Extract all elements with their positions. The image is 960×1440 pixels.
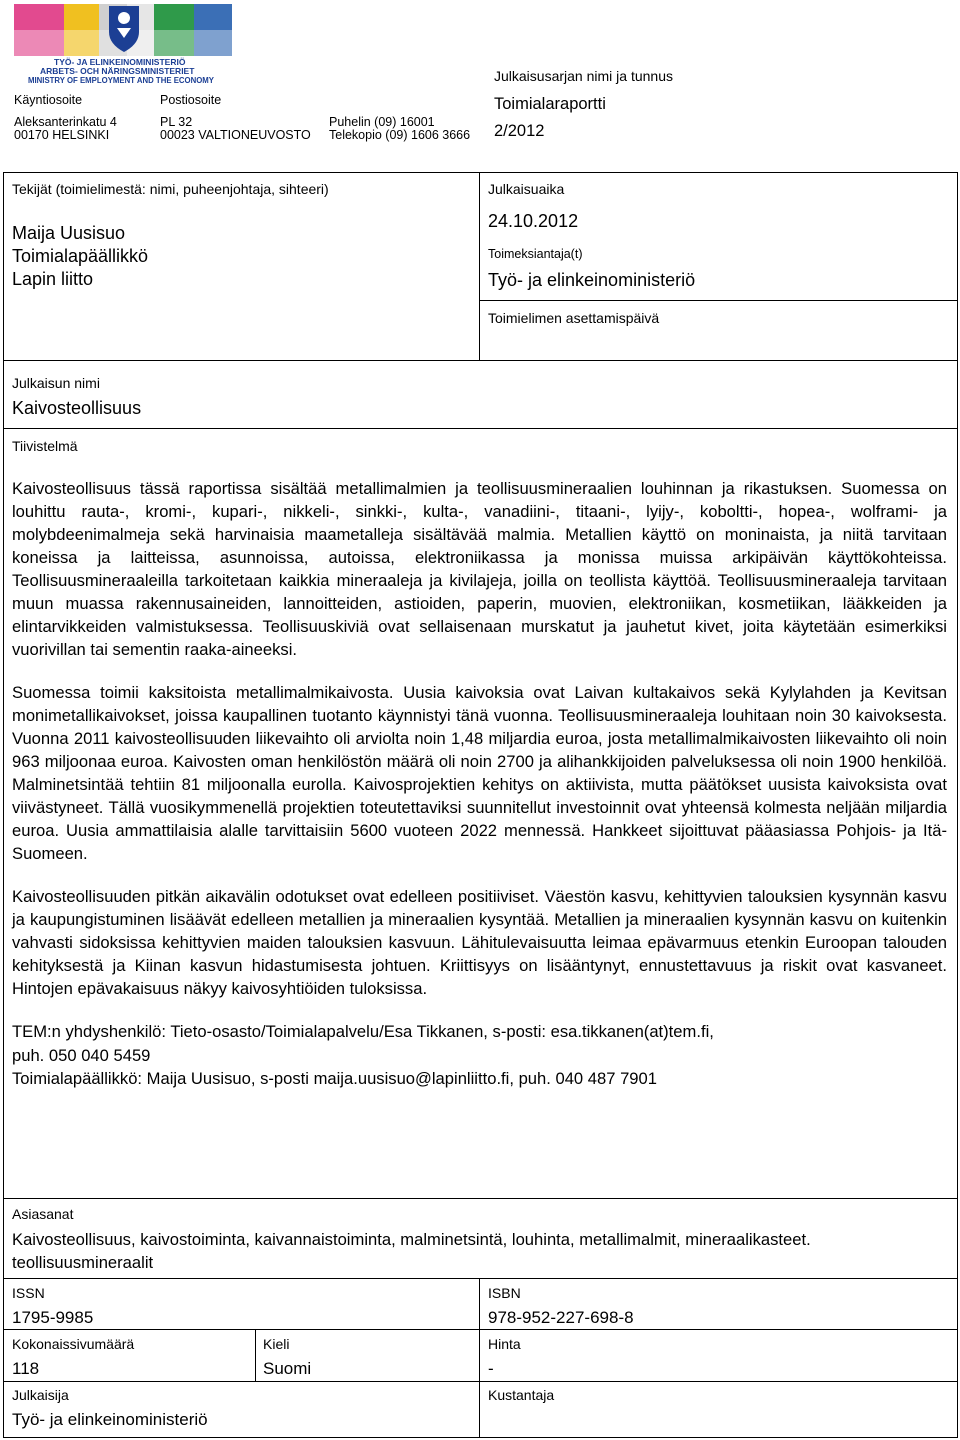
contact-phone-line: puh. 050 040 5459 bbox=[12, 1045, 151, 1065]
divider-title bbox=[3, 360, 958, 361]
language-value: Suomi bbox=[263, 1359, 312, 1378]
publication-name-label: Julkaisun nimi bbox=[12, 375, 100, 391]
series-label: Julkaisusarjan nimi ja tunnus bbox=[494, 68, 673, 84]
abstract-label: Tiivistelmä bbox=[12, 438, 78, 454]
authors-label: Tekijät (toimielimestä: nimi, puheenjohtaja, sihteeri) bbox=[12, 181, 329, 197]
pages-label: Kokonaissivumäärä bbox=[12, 1336, 135, 1352]
author-name: Maija Uusisuo bbox=[12, 223, 126, 243]
abstract-paragraph: Kaivosteollisuus tässä raportissa sisältää metallimalmien ja teollisuusmineraalien louhinnan ja rikastuksen. Suomessa on louhittu rauta-, kromi-, kupari-, nikkeli-, sinkki-, kulta-, vanadiini-, titaani-, lyijy-, koboltti-, hopea-, wolframi- ja molybdeenimalmeja sekä harvinaisia maametalleja sisältävää malmia. Metallien käyttö on moninaista, ja niitä tarvitaan koneissa ja laitteissa, asunnoissa, autoissa, elektroniikassa ja monissa muissa arkipäivän käyttökohteissa. Teollisuusmineraaleilla tarkoitetaan kaikkia mineraaleja ja kivilajeja, joilla on teollista käyttöä. Teollisuusmineraaleja tarvitaan muun muassa rakennusaineiden, lannoitteiden, astioiden, paperin, muovien, elektroniikan, kosmetiikan, lääkkeiden ja elintarvikkeiden valmistuksessa. Teollisuuskiviä ovat sellaisenaan murskatut ja jauhetut kivet, joita käytetään esimerkiksi vuorivillan tai sementin raaka-aineeksi. bbox=[12, 479, 947, 659]
divider-vertical-lang bbox=[255, 1329, 256, 1381]
divider-pages bbox=[3, 1329, 958, 1330]
divider-vertical-top bbox=[479, 172, 480, 360]
author-organization: Lapin liitto bbox=[12, 269, 94, 289]
phone-number: Puhelin (09) 16001 bbox=[329, 115, 435, 129]
ministry-logo bbox=[14, 4, 232, 84]
divider-appointment bbox=[479, 300, 958, 301]
series-number: 2/2012 bbox=[494, 122, 545, 140]
abstract-paragraph: Suomessa toimii kaksitoista metallimalmikaivosta. Uusia kaivoksia ovat Laivan kultakaivos sekä Kylylahden ja Kevitsan monimetallikaivokset, joissa kaupallinen tuotanto käynnistyi tänä vuonna. Teollisuusmineraaleja louhitaan noin 30 kaivoksesta. Vuonna 2011 kaivosteollisuuden liikevaihto oli arviolta noin 1,48 miljardia euroa, josta metallimalmikaivosten liikevaihto oli noin 963 miljoonaa euroa. Kaivosten oman henkilöstön määrä oli noin 2700 ja alihankkijoiden palveluksessa oli noin 1900 henkilöä. Malminetsintää tehtiin 81 miljoonalla eurolla. Kaivosprojektien kehitys on aktiivista, mutta päätökset uusista kaivoksista ovat viivästyneet. Tällä vuosikymmenellä projektien toteutettaviksi suunnitellut investoinnit ovat yhteensä kolmesta neljään miljardia euroa. Uusia ammattilaisia alalle tarvittaisiin 5600 vuoteen 2022 mennessä. Hankkeet sijoittuvat pääasiassa Pohjois- ja Itä-Suomeen. bbox=[12, 683, 947, 863]
logo-graphic bbox=[14, 4, 232, 58]
abstract-body bbox=[12, 477, 947, 1091]
post-address-label: Postiosoite bbox=[160, 93, 222, 107]
contact-person-line: TEM:n yhdyshenkilö: Tieto-osasto/Toimialapalvelu/Esa Tikkanen, s-posti: esa.tikkanen(at)tem.fi, bbox=[12, 1022, 714, 1041]
divider-keywords bbox=[3, 1198, 958, 1199]
divider-vertical-mid bbox=[479, 1278, 480, 1438]
logo-text-fi: TYÖ- JA ELINKEINOMINISTERIÖ bbox=[54, 57, 186, 67]
issn-value: 1795-9985 bbox=[12, 1308, 94, 1327]
keywords-value: Kaivosteollisuus, kaivostoiminta, kaivannaistoiminta, malminetsintä, louhinta, metallimalmit, mineraalikasteet. teollisuusmineraalit bbox=[12, 1230, 811, 1272]
logo-text-en: MINISTRY OF EMPLOYMENT AND THE ECONOMY bbox=[28, 76, 214, 85]
isbn-label: ISBN bbox=[488, 1285, 521, 1301]
logo-text-sv: ARBETS- OCH NÄRINGSMINISTERIET bbox=[40, 66, 195, 76]
series-name: Toimialaraportti bbox=[494, 95, 606, 113]
post-address-city: 00023 VALTIONEUVOSTO bbox=[160, 128, 311, 142]
keywords-label: Asiasanat bbox=[12, 1206, 74, 1222]
visit-address-city: 00170 HELSINKI bbox=[14, 128, 110, 142]
publisher-value: Työ- ja elinkeinoministeriö bbox=[12, 1410, 208, 1429]
fax-number: Telekopio (09) 1606 3666 bbox=[329, 128, 471, 142]
contact-info bbox=[12, 1020, 947, 1091]
divider-publisher bbox=[3, 1381, 958, 1382]
language-label: Kieli bbox=[263, 1336, 290, 1352]
abstract-paragraph: Kaivosteollisuuden pitkän aikavälin odotukset ovat edelleen positiiviset. Väestön kasvu, kehittyvien talouksien kysynnän kasvu ja kaupungistuminen lisäävät edelleen metallien ja mineraalien kysyntää. Metallien ja mineraalien kysynnän kasvu on kuitenkin vahvasti sidoksissa kehittyvien maiden talouksien kasvuun. Lähitulevaisuutta leimaa epävarmuus etenkin Euroopan talouden kehityksestä ja Kiinan kasvun hidastumisesta johtuen. Kriittisyys on lisääntynyt, ennustettavuus ja riskit ovat kasvaneet. Hintojen epävakaisuus näkyy kaivosyhtiöiden tuloksissa. bbox=[12, 887, 947, 998]
isbn-value: 978-952-227-698-8 bbox=[488, 1308, 634, 1327]
divider-abstract bbox=[3, 428, 958, 429]
divider-issn bbox=[3, 1278, 958, 1279]
author-title: Toimialapäällikkö bbox=[12, 246, 149, 266]
publication-date-label: Julkaisuaika bbox=[488, 181, 565, 197]
appointment-date-label: Toimielimen asettamispäivä bbox=[488, 310, 660, 326]
contact-manager-line: Toimialapäällikkö: Maija Uusisuo, s-posti maija.uusisuo@lapinliitto.fi, puh. 040 487 7901 bbox=[12, 1069, 657, 1088]
price-value: - bbox=[488, 1359, 494, 1378]
distributor-label: Kustantaja bbox=[488, 1387, 555, 1403]
price-label: Hinta bbox=[488, 1336, 521, 1352]
visit-address-label: Käyntiosoite bbox=[14, 93, 83, 107]
post-address-box: PL 32 bbox=[160, 115, 193, 129]
publisher-label: Julkaisija bbox=[12, 1387, 69, 1403]
pages-value: 118 bbox=[12, 1359, 40, 1378]
visit-address-street: Aleksanterinkatu 4 bbox=[14, 115, 117, 129]
commissioner-value: Työ- ja elinkeinoministeriö bbox=[488, 270, 696, 290]
issn-label: ISSN bbox=[12, 1285, 45, 1301]
publication-name-value: Kaivosteollisuus bbox=[12, 398, 142, 418]
publication-date-value: 24.10.2012 bbox=[488, 211, 579, 231]
commissioner-label: Toimeksiantaja(t) bbox=[488, 247, 583, 261]
